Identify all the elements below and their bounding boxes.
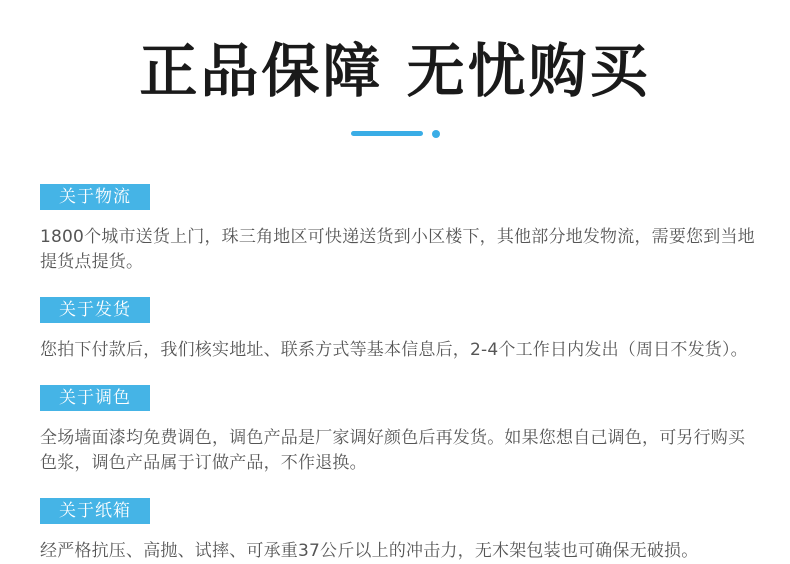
- section-badge-shipping: 关于发货: [40, 297, 150, 323]
- section-badge-tinting: 关于调色: [40, 385, 150, 411]
- underline-bar: [351, 131, 423, 136]
- title-underline: [0, 130, 790, 138]
- underline-dot: [432, 130, 440, 138]
- section-text-shipping: 您拍下付款后，我们核实地址、联系方式等基本信息后，2-4个工作日内发出（周日不发货）。: [40, 339, 748, 360]
- section-text-tinting: 全场墙面漆均免费调色，调色产品是厂家调好颜色后再发货。如果您想自己调色，可另行购买色浆，调色产品属于订做产品，不作退换。: [40, 427, 746, 473]
- section-badge-logistics: 关于物流: [40, 184, 150, 210]
- section-logistics: [40, 184, 756, 275]
- section-text-logistics: 1800个城市送货上门，珠三角地区可快递送货到小区楼下，其他部分地发物流，需要您到当地提货点提货。: [40, 226, 755, 272]
- section-shipping: [40, 297, 756, 363]
- info-sections: [0, 184, 790, 564]
- page-title: 正品保障 无忧购买: [139, 37, 651, 105]
- section-badge-carton: 关于纸箱: [40, 498, 150, 524]
- section-carton: [40, 498, 756, 564]
- hero-banner: [0, 0, 790, 138]
- section-text-carton: 经严格抗压、高抛、试摔、可承重37公斤以上的冲击力，无木架包装也可确保无破损。: [40, 540, 699, 561]
- section-tinting: [40, 385, 756, 476]
